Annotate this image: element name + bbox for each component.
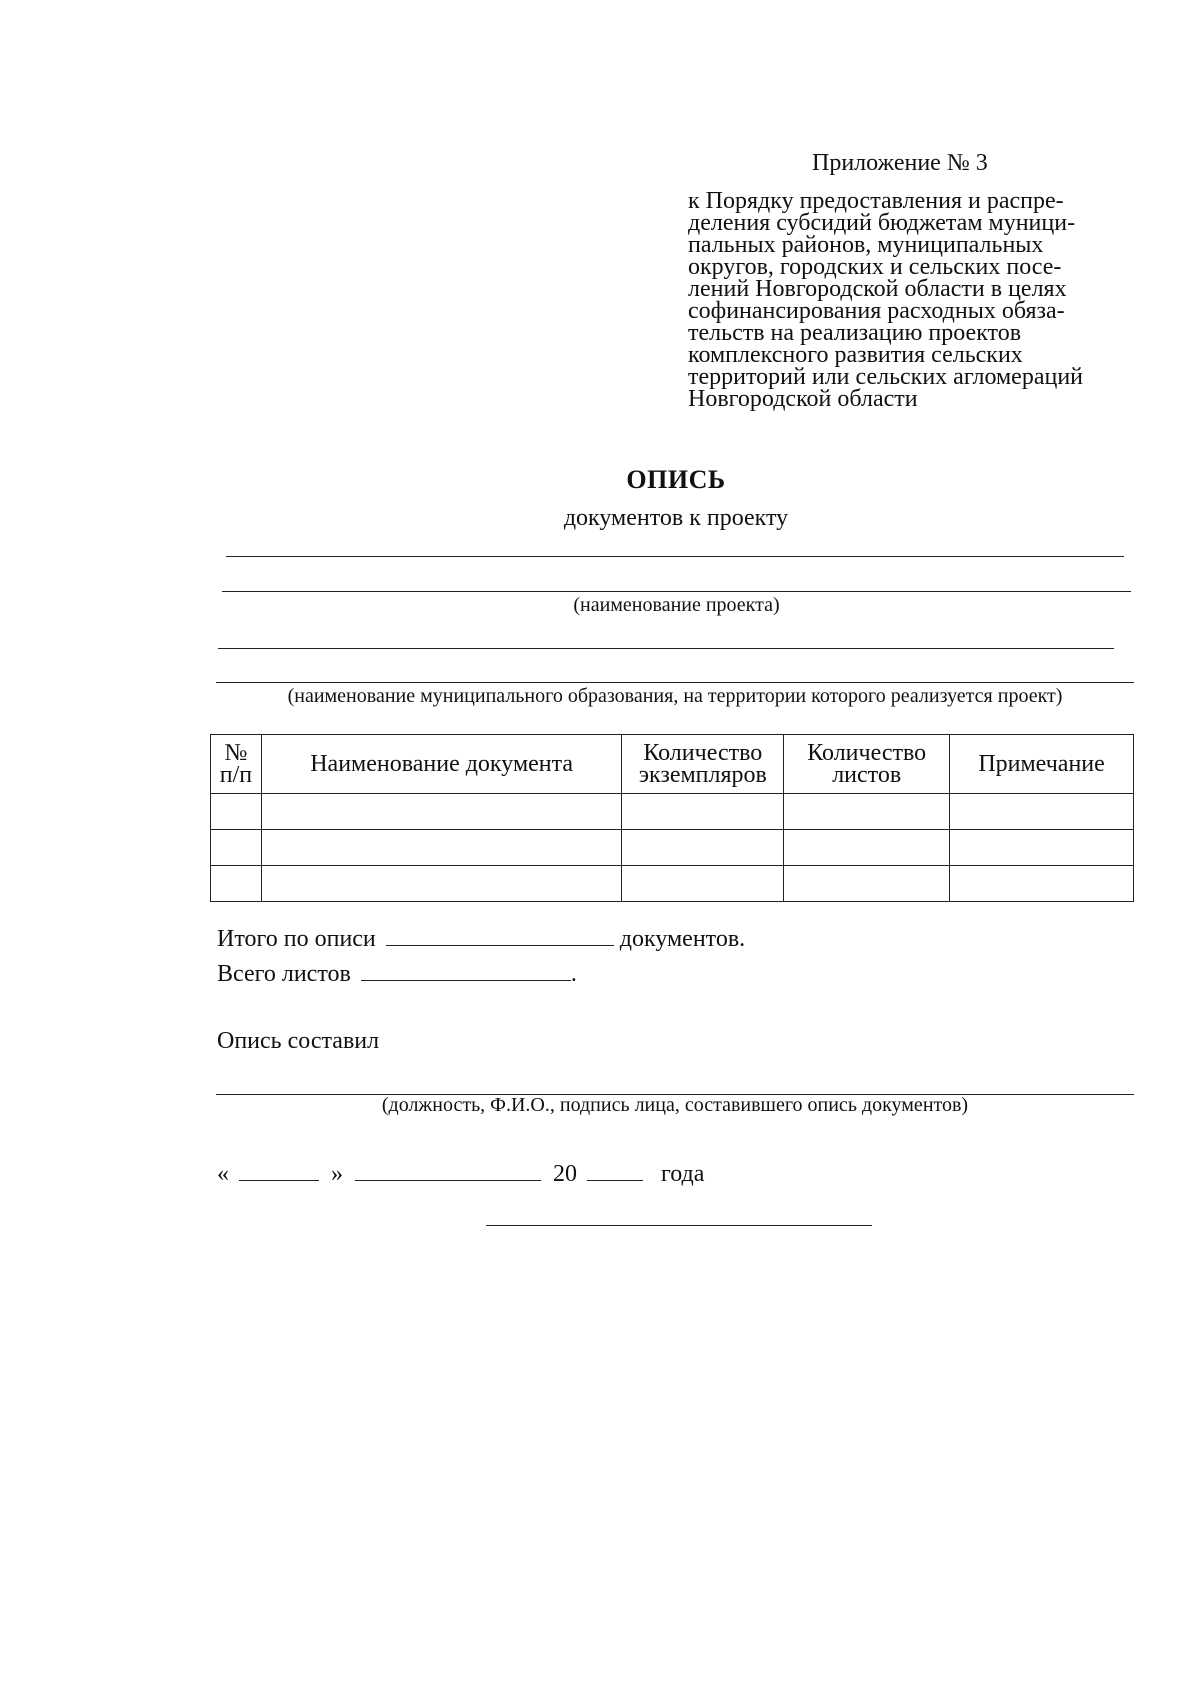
documents-table — [210, 734, 1134, 902]
cell-copies[interactable] — [622, 830, 784, 866]
cell-note[interactable] — [950, 794, 1134, 830]
cell-copies[interactable] — [622, 794, 784, 830]
header-sheets-line2: листов — [832, 762, 902, 788]
total-documents-line — [217, 925, 745, 953]
annex-line: деления субсидий бюджетам муници- — [688, 210, 1076, 236]
project-name-line-2[interactable] — [222, 591, 1131, 592]
table-row — [211, 830, 1134, 866]
date-century: 20 — [553, 1161, 577, 1187]
table-row — [211, 866, 1134, 902]
cell-note[interactable] — [950, 866, 1134, 902]
annex-line: лений Новгородской области в целях — [688, 276, 1067, 302]
document-subtitle: документов к проекту — [563, 505, 789, 531]
header-note: Примечание — [950, 735, 1134, 794]
header-number — [211, 735, 262, 794]
municipality-line-1[interactable] — [218, 648, 1114, 649]
header-copies-line2: экземпляров — [638, 762, 767, 788]
date-year-field[interactable] — [587, 1160, 643, 1181]
cell-sheets[interactable] — [784, 866, 950, 902]
compiler-label: Опись составил — [217, 1028, 380, 1054]
municipality-line-2[interactable] — [216, 682, 1134, 683]
date-line — [217, 1160, 704, 1188]
date-open-quote: « — [217, 1161, 229, 1187]
project-name-line-1[interactable] — [226, 556, 1124, 557]
annex-line: Новгородской области — [688, 386, 918, 412]
header-copies-line1: Количество — [643, 740, 763, 766]
total-documents-field[interactable] — [386, 925, 614, 946]
header-document-name: Наименование документа — [261, 735, 621, 794]
annex-line: округов, городских и сельских посе- — [688, 254, 1062, 280]
annex-line: пальных районов, муниципальных — [688, 232, 1044, 258]
annex-text — [688, 190, 1158, 410]
project-caption: (наименование проекта) — [573, 594, 780, 616]
cell-number[interactable] — [211, 866, 262, 902]
document-title: ОПИСЬ — [626, 465, 726, 494]
total-documents-prefix: Итого по описи — [217, 926, 376, 952]
table-header-row — [211, 735, 1134, 794]
date-month-field[interactable] — [355, 1160, 541, 1181]
cell-document-name[interactable] — [261, 794, 621, 830]
annex-title: Приложение № 3 — [812, 150, 988, 176]
cell-number[interactable] — [211, 794, 262, 830]
annex-line: комплексного развития сельских — [688, 342, 1023, 368]
annex-line: к Порядку предоставления и распре- — [688, 188, 1064, 214]
bottom-signature-line[interactable] — [486, 1225, 872, 1226]
total-documents-suffix: документов. — [619, 926, 746, 952]
cell-number[interactable] — [211, 830, 262, 866]
total-sheets-suffix: . — [570, 961, 577, 987]
cell-sheets[interactable] — [784, 794, 950, 830]
total-sheets-prefix: Всего листов — [217, 961, 351, 987]
cell-document-name[interactable] — [261, 830, 621, 866]
cell-document-name[interactable] — [261, 866, 621, 902]
cell-note[interactable] — [950, 830, 1134, 866]
date-close-quote: » — [331, 1161, 343, 1187]
date-year-word: года — [661, 1161, 705, 1187]
compiler-caption: (должность, Ф.И.О., подпись лица, составившего опись документов) — [381, 1094, 969, 1116]
header-number-line1: № — [224, 740, 248, 766]
cell-copies[interactable] — [622, 866, 784, 902]
annex-line: софинансирования расходных обяза- — [688, 298, 1065, 324]
annex-line: территорий или сельских агломераций — [688, 364, 1084, 390]
municipality-caption: (наименование муниципального образования, на территории которого реализуется проект) — [287, 685, 1063, 707]
table-row — [211, 794, 1134, 830]
header-sheets — [784, 735, 950, 794]
date-day-field[interactable] — [239, 1160, 319, 1181]
header-copies — [622, 735, 784, 794]
total-sheets-line — [217, 960, 577, 988]
total-sheets-field[interactable] — [361, 960, 571, 981]
header-sheets-line1: Количество — [807, 740, 927, 766]
annex-line: тельств на реализацию проектов — [688, 320, 1022, 346]
header-number-line2: п/п — [219, 762, 253, 788]
cell-sheets[interactable] — [784, 830, 950, 866]
